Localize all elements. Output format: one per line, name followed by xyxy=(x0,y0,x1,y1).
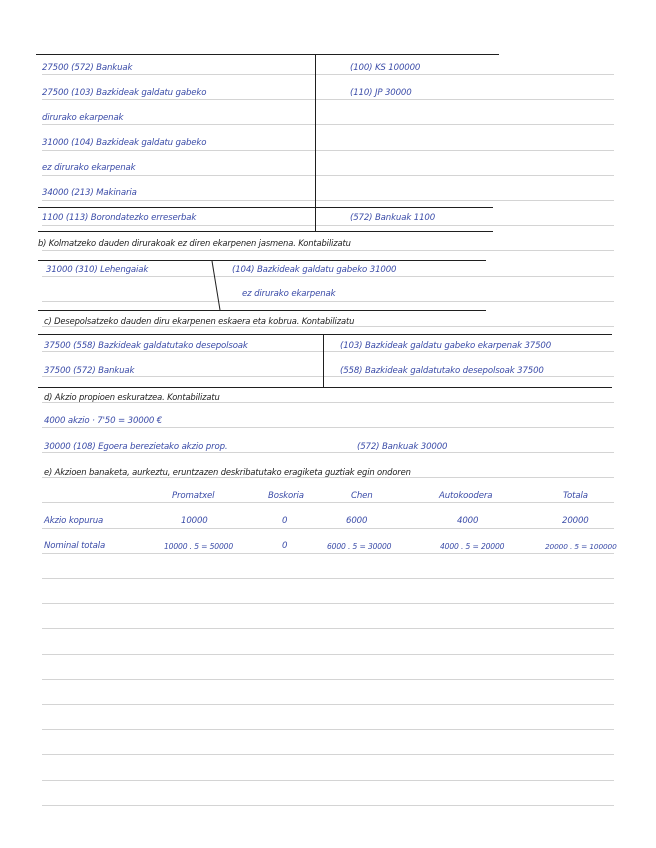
entry-a-credit-1: (100) KS 100000 xyxy=(350,63,421,73)
row-nominal-value-5: 20000 . 5 = 100000 xyxy=(545,542,617,551)
entry-c-row1-debit: 37500 (558) Bazkideak galdatutako desepolsoak xyxy=(44,341,248,351)
entry-c-row2-credit: (558) Bazkideak galdatutako desepolsoak 37500 xyxy=(340,366,544,376)
row-shares-value-2: 0 xyxy=(282,516,288,526)
row-nominal-value-3: 6000 . 5 = 30000 xyxy=(327,542,392,551)
entry-a-debit-3: dirurako ekarpenak xyxy=(42,113,124,123)
entry-c-row1-credit: (103) Bazkideak galdatu gabeko ekarpenak 37500 xyxy=(340,341,552,351)
entry-a-debit-4: 31000 (104) Bazkideak galdatu gabeko xyxy=(42,138,207,148)
section-c-bottom-line xyxy=(38,387,612,388)
row-nominal-value-1: 10000 . 5 = 50000 xyxy=(164,542,234,551)
row-shares-value-3: 6000 xyxy=(346,516,368,526)
entry-a-debit-6: 34000 (213) Makinaria xyxy=(42,188,137,198)
entry-a-debit-2: 27500 (103) Bazkideak galdatu gabeko xyxy=(42,88,207,98)
shareholder-header-2: Boskoria xyxy=(268,491,304,501)
shareholder-header-3: Chen xyxy=(351,491,373,501)
section-b-bottom-line xyxy=(38,310,486,311)
row-shares-value-5: 20000 xyxy=(562,516,589,526)
section-b-title: b) Kolmatzeko dauden dirurakoak ez diren ekarpenen jasmena. Kontabilizatu xyxy=(38,238,351,248)
row-nominal-value-2: 0 xyxy=(282,541,288,551)
entry-b-credit-2: ez dirurako ekarpenak xyxy=(242,289,336,299)
entry-a-credit-3: (572) Bankuak 1100 xyxy=(350,213,436,223)
section-d-calc: 4000 akzio · 7'50 = 30000 € xyxy=(44,416,163,426)
entry-d-credit: (572) Bankuak 30000 xyxy=(357,442,448,452)
shareholder-header-1: Promatxel xyxy=(172,491,215,501)
row-shares-value-4: 4000 xyxy=(457,516,479,526)
shareholder-header-5: Totala xyxy=(563,491,588,501)
section-d-title: d) Akzio propioen eskuratzea. Kontabilizatu xyxy=(44,392,220,402)
entry-b-debit: 31000 (310) Lehengaiak xyxy=(46,265,149,275)
entry-c-row2-debit: 37500 (572) Bankuak xyxy=(44,366,135,376)
entry-a-debit-7: 1100 (113) Borondatezko erreserbak xyxy=(42,213,197,223)
row-nominal-value-4: 4000 . 5 = 20000 xyxy=(440,542,505,551)
row-shares-value-1: 10000 xyxy=(181,516,208,526)
entry-b-credit-1: (104) Bazkideak galdatu gabeko 31000 xyxy=(232,265,397,275)
row-nominal-label: Nominal totala xyxy=(44,541,106,551)
section-c-title: c) Desepolsatzeko dauden diru ekarpenen eskaera eta kobrua. Kontabilizatu xyxy=(44,316,355,326)
section-c-top-line xyxy=(38,334,612,335)
section-e-title: e) Akzioen banaketa, aurkeztu, eruntzazen deskribatutako eragiketa guztiak egin ondoren xyxy=(44,467,411,477)
entry-a-debit-5: ez dirurako ekarpenak xyxy=(42,163,136,173)
entry-a-debit-1: 27500 (572) Bankuak xyxy=(42,63,133,73)
section-c-divider xyxy=(323,335,324,387)
entry-d-debit: 30000 (108) Egoera berezietako akzio prop. xyxy=(44,442,228,452)
row-shares-label: Akzio kopurua xyxy=(44,516,104,526)
shareholder-header-4: Autokoodera xyxy=(439,491,493,501)
entry-a-credit-2: (110) JP 30000 xyxy=(350,88,412,98)
